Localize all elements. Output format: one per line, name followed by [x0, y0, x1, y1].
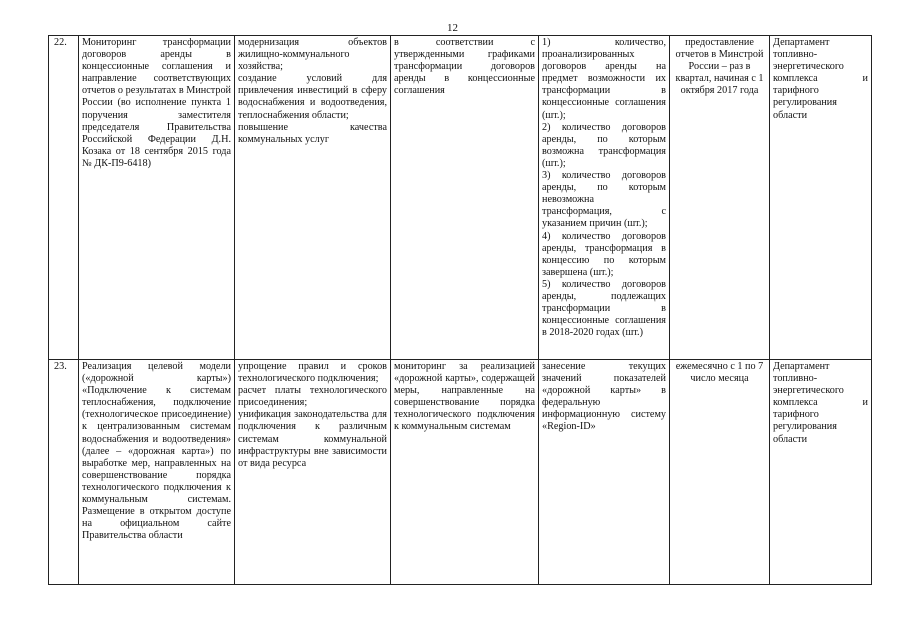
goal-line: создание условий для привлечения инвестиций в сферу водоснабжения и водоотведения, теплоснабжения области; [238, 73, 387, 121]
table-row-22 [49, 36, 872, 360]
goal-cell [235, 360, 391, 585]
indicator-line: занесение текущих значений показателей «дорожной карты» в федеральную информационную систему «Region-ID» [542, 361, 666, 433]
indicators-cell [539, 360, 670, 585]
measure-cell: Мониторинг трансформации договоров аренды в концессионные соглашения и направление соответствующих отчетов о результатах в Минстрой России (во исполнение пункта 1 поручения заместителя председателя Правительства Российской Федерации Д.Н. Козака от 18 сентября 2015 года № ДК-П9-6418) [79, 36, 235, 360]
indicator-line: 1) количество, проанализированных договоров аренды на предмет возможности их трансформации в концессионные соглашения (шт.); [542, 37, 666, 121]
responsible-cell: Департамент топливно-энергетического комплекса и тарифного регулирования области [770, 360, 872, 585]
goal-cell [235, 36, 391, 360]
deadline-cell: предоставление отчетов в Минстрой России – раз в квартал, начиная с 1 октября 2017 года [670, 36, 770, 360]
table-row-23 [49, 360, 872, 585]
result-cell: в соответствии с утвержденными графиками трансформации договоров аренды в концессионные соглашения [391, 36, 539, 360]
goal-line: расчет платы технологического присоединения; [238, 385, 387, 409]
result-cell: мониторинг за реализацией «дорожной карты», содержащей меры, направленные на совершенствование порядка технологического подключения к коммунальным системам [391, 360, 539, 585]
goal-line: унификация законодательства для подключения к различным системам коммунальной инфраструктуры вне зависимости от вида ресурса [238, 409, 387, 469]
indicator-line: 3) количество договоров аренды, по которым невозможна трансформация, с указанием причин (шт.); [542, 170, 666, 230]
row-number: 23. [49, 360, 79, 585]
goal-line: упрощение правил и сроков технологического подключения; [238, 361, 387, 385]
row-number: 22. [49, 36, 79, 360]
deadline-cell: ежемесячно с 1 по 7 число месяца [670, 360, 770, 585]
measure-cell: Реализация целевой модели («дорожной карты») «Подключение к системам теплоснабжения, подключение (технологическое присоединение) к централизованным системам водоснабжения и водоотведения» (далее – «дорожная карта») по выработке мер, направленных на совершенствование порядка технологического подключения к коммунальным системам. Размещение в открытом доступе на официальном сайте Правительства области [79, 360, 235, 585]
responsible-cell: Департамент топливно-энергетического комплекса и тарифного регулирования области [770, 36, 872, 360]
goal-line: модернизация объектов жилищно-коммунального хозяйства; [238, 37, 387, 73]
indicators-cell [539, 36, 670, 360]
indicator-line: 4) количество договоров аренды, трансформация в концессию по которым завершена (шт.); [542, 230, 666, 278]
indicator-line: 5) количество договоров аренды, подлежащих трансформации в концессионные соглашения в 2018-2020 годах (шт.) [542, 278, 666, 339]
page-number: 12 [447, 22, 458, 34]
goal-line: повышение качества коммунальных услуг [238, 121, 387, 145]
plan-table [48, 35, 872, 585]
indicator-line: 2) количество договоров аренды, по которым возможна трансформация (шт.); [542, 121, 666, 169]
